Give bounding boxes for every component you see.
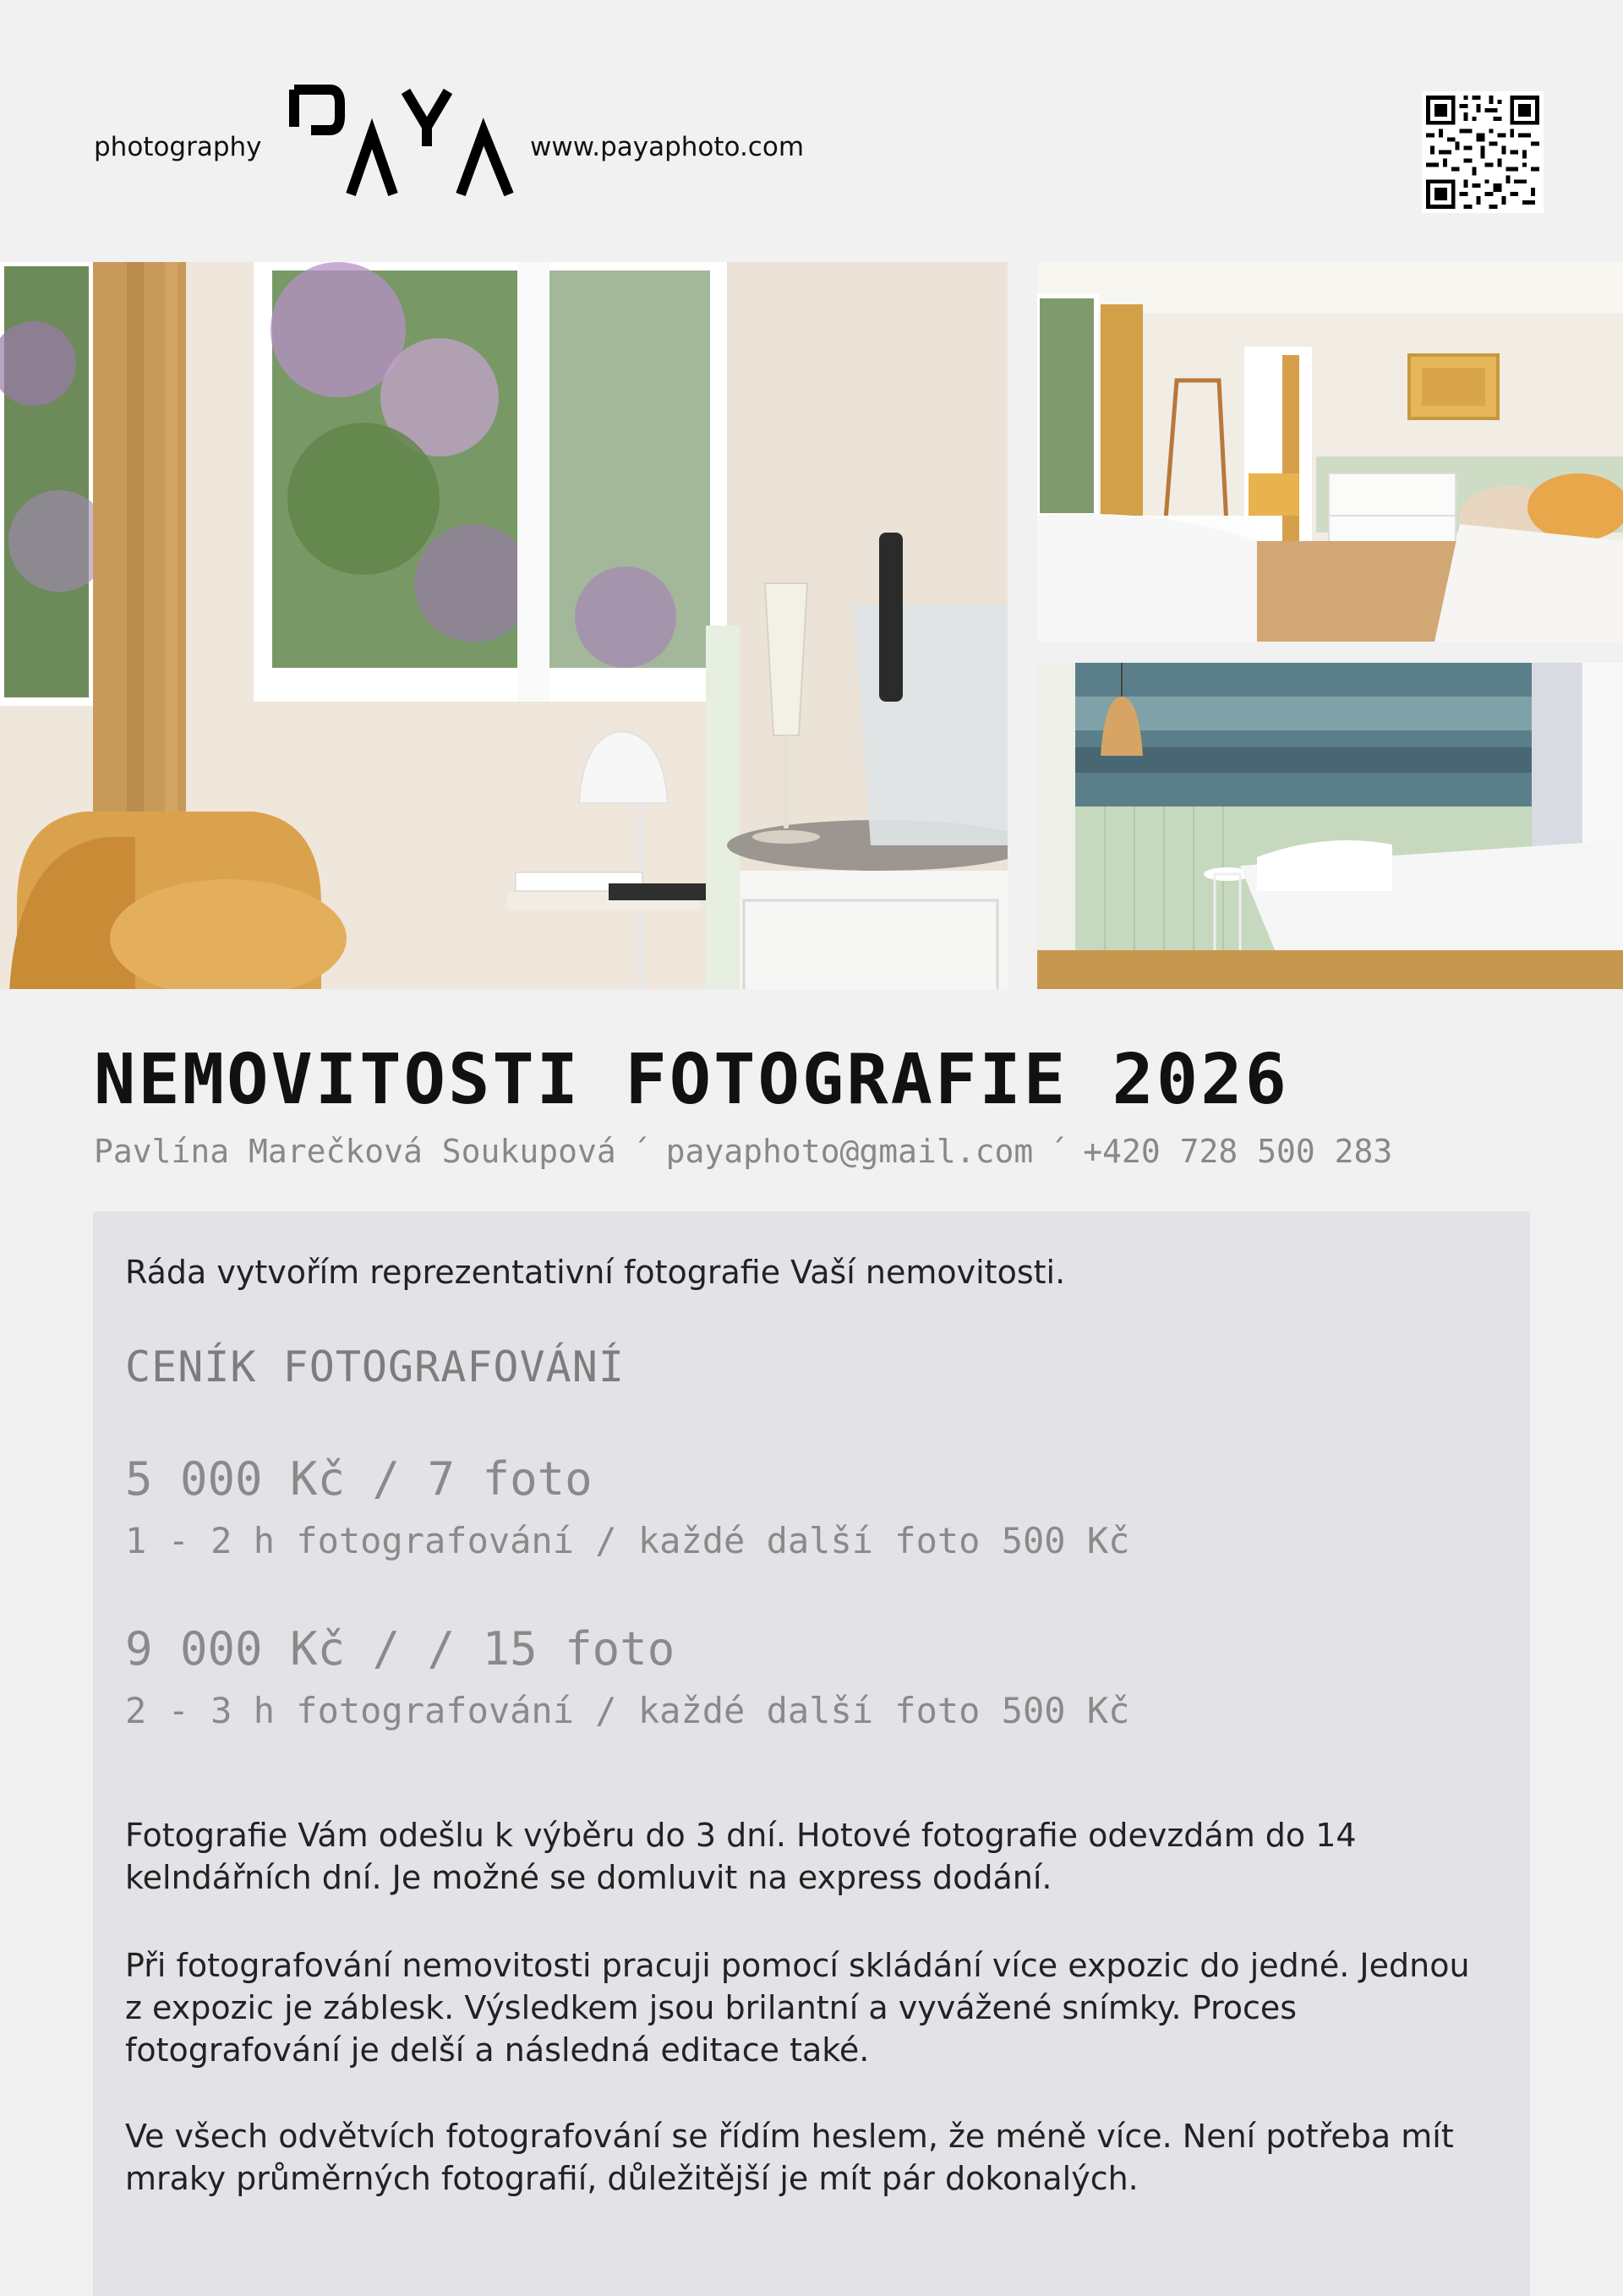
package-price: 9 000 Kč / / 15 foto: [125, 1622, 675, 1676]
page-title: NEMOVITOSTI FOTOGRAFIE 2026: [94, 1040, 1289, 1120]
paya-logo: [287, 83, 520, 201]
package-detail: 2 - 3 h fotografování / každé další foto 500 Kč: [125, 1690, 1130, 1731]
intro-text: Ráda vytvořím reprezentativní fotografie Vaší nemovitosti.: [125, 1254, 1066, 1291]
website-link[interactable]: www.payaphoto.com: [530, 132, 805, 162]
photo-bedroom-dresser: [1037, 262, 1623, 642]
contact-separator: ´: [631, 1133, 651, 1170]
header: [0, 0, 1623, 262]
paragraph-philosophy: Ve všech odvětvích fotografování se řídím heslem, že méně více. Není potřeba mít mraky průměrných fotografií, důležitější je mít pár dokonalých.: [125, 2118, 1454, 2197]
section-title-pricing: CENÍK FOTOGRAFOVÁNÍ: [125, 1342, 625, 1391]
contact-phone[interactable]: +420 728 500 283: [1083, 1133, 1393, 1170]
paragraph-technique: Při fotografování nemovitosti pracuji pomocí skládání více expozic do jedné. Jednou z expozic je záblesk. Výsledkem jsou brilantní a vyvážené snímky. Proces fotografování je delší a následná editace také.: [125, 1947, 1470, 2069]
paragraph-delivery: Fotografie Vám odešlu k výběru do 3 dní. Hotové fotografie odevzdám do 14 kelndářních dní. Je možné se domluvit na express dodání.: [125, 1817, 1357, 1896]
package-detail: 1 - 2 h fotografování / každé další foto 500 Kč: [125, 1520, 1130, 1561]
photo-bedroom-painting: [1037, 663, 1623, 989]
qr-code-icon: [1422, 91, 1544, 213]
tagline-photography: photography: [94, 132, 262, 162]
contact-separator: ´: [1048, 1133, 1068, 1170]
package-price: 5 000 Kč / 7 foto: [125, 1452, 593, 1506]
contact-name: Pavlína Marečková Soukupová: [94, 1133, 616, 1170]
contact-email[interactable]: payaphoto@gmail.com: [665, 1133, 1034, 1170]
contact-line: [94, 1133, 1392, 1170]
photo-main: [0, 262, 1008, 989]
info-panel: [93, 1211, 1530, 2296]
